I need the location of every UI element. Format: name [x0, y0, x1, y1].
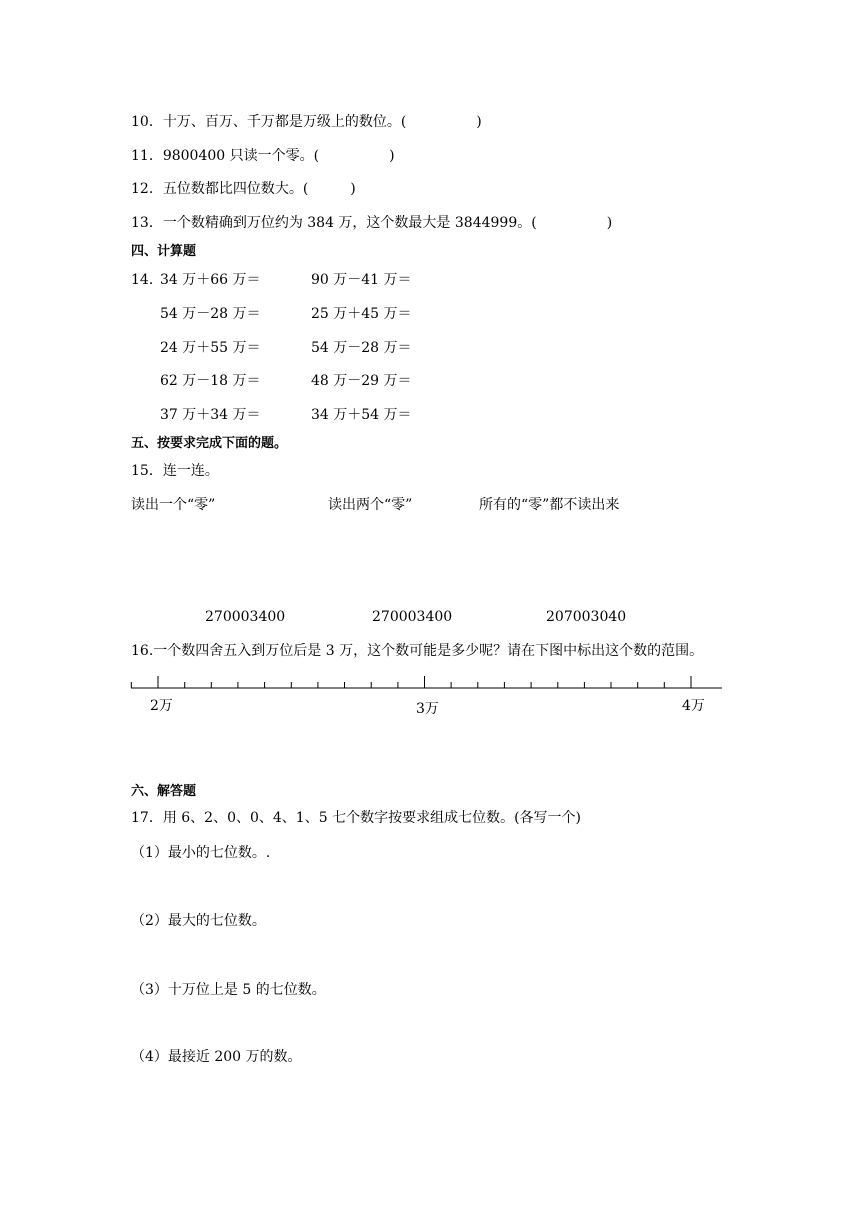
- calc-right: 54 万－28 万＝: [311, 340, 412, 356]
- section-heading-calculation: 四、计算题: [131, 244, 197, 259]
- question-17-part: （4）最接近 200 万的数。: [131, 1049, 302, 1065]
- match-category: 读出两个“零”: [328, 497, 413, 513]
- question-17: 17．用 6、2、0、0、4、1、5 七个数字按要求组成七位数。(各写一个): [131, 810, 581, 826]
- question-16: 16.一个数四舍五入到万位后是 3 万，这个数可能是多少呢？请在下图中标出这个数的范围。: [131, 643, 704, 659]
- match-number: 270003400: [372, 609, 453, 625]
- match-number: 270003400: [205, 609, 286, 625]
- section-heading-solutions: 六、解答题: [131, 784, 197, 799]
- calc-left: 54 万－28 万＝: [160, 306, 261, 322]
- calc-right: 25 万＋45 万＝: [311, 306, 412, 322]
- calc-right: 34 万＋54 万＝: [311, 407, 412, 423]
- question-17-part: （1）最小的七位数。.: [131, 845, 271, 861]
- tick-label-2wan: 2万: [150, 698, 173, 714]
- match-number: 207003040: [546, 609, 627, 625]
- section-heading-requirements: 五、按要求完成下面的题。: [131, 436, 288, 451]
- question-13: 13．一个数精确到万位约为 384 万，这个数最大是 3844999。( ): [131, 215, 613, 231]
- calc-left: 62 万－18 万＝: [160, 373, 261, 389]
- question-11: 11．9800400 只读一个零。( ): [131, 148, 395, 164]
- calc-right: 90 万－41 万＝: [311, 272, 412, 288]
- question-15: 15．连一连。: [131, 463, 219, 479]
- calc-left: 24 万＋55 万＝: [160, 340, 261, 356]
- tick-label-4wan: 4万: [682, 698, 705, 714]
- question-10: 10．十万、百万、千万都是万级上的数位。( ): [131, 114, 482, 130]
- calc-left: 34 万＋66 万＝: [160, 272, 261, 288]
- match-category: 读出一个“零”: [131, 497, 216, 513]
- tick-label-3wan: 3万: [416, 701, 439, 717]
- number-line-ticks: [131, 676, 691, 688]
- question-14-number: 14．: [131, 272, 163, 288]
- match-category: 所有的“零”都不读出来: [479, 497, 620, 513]
- question-17-part: （3）十万位上是 5 的七位数。: [131, 982, 326, 998]
- question-12: 12．五位数都比四位数大。( ): [131, 181, 356, 197]
- calc-left: 37 万＋34 万＝: [160, 407, 261, 423]
- question-17-part: （2）最大的七位数。: [131, 913, 266, 929]
- calc-right: 48 万－29 万＝: [311, 373, 412, 389]
